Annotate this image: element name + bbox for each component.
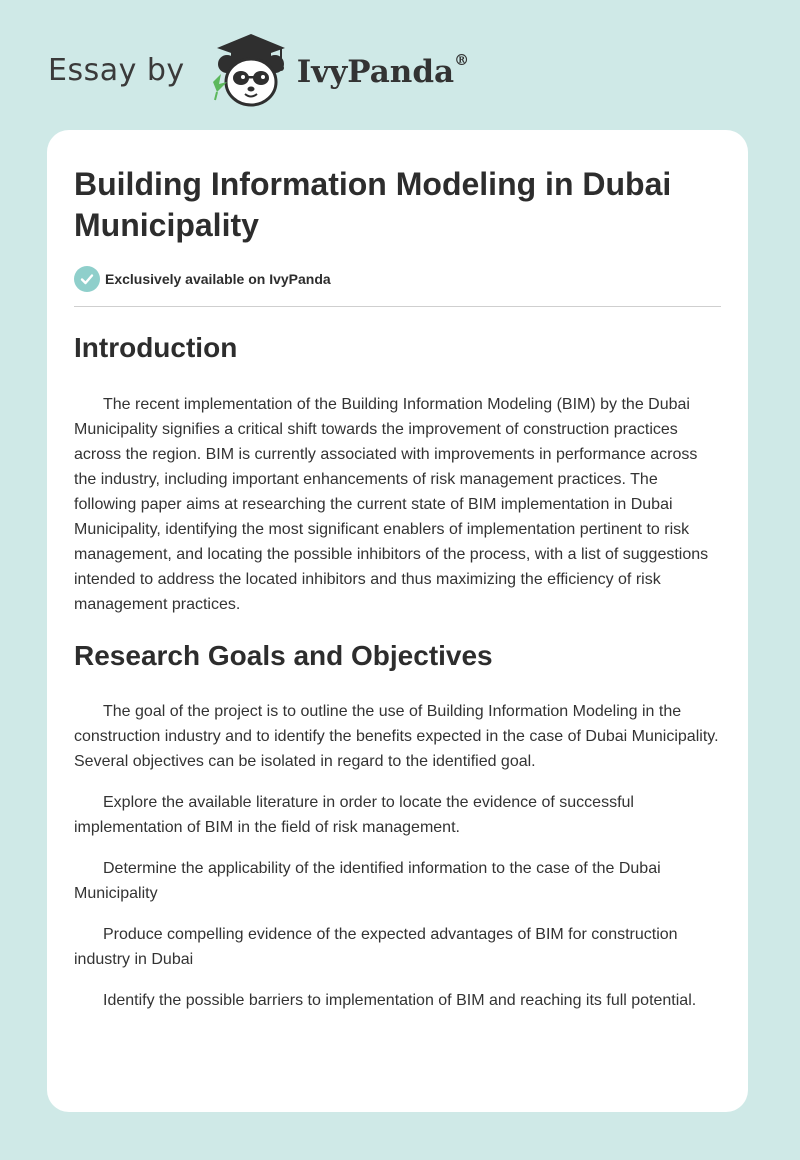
paragraph-objective: Determine the applicability of the identified information to the case of the Dubai Municipality bbox=[74, 860, 661, 902]
panda-graduate-icon[interactable] bbox=[201, 30, 293, 110]
essay-card bbox=[47, 130, 748, 1112]
paragraph-objective: Identify the possible barriers to implementation of BIM and reaching its full potential. bbox=[103, 992, 697, 1009]
exclusive-badge bbox=[74, 264, 721, 294]
section-heading-goals: Research Goals and Objectives bbox=[74, 640, 493, 671]
section-heading-introduction: Introduction bbox=[74, 332, 238, 363]
divider bbox=[74, 306, 721, 307]
paragraph-introduction: The recent implementation of the Building Information Modeling (BIM) by the Dubai Municipality signifies a critical shift towards the improvement of construction practices across the region. BIM is currently associated with improvements in performance across the industry, including important enhancements of risk management practices. The following paper aims at researching the current state of BIM implementation in Dubai Municipality, identifying the most significant enablers of implementation pertinent to risk management, and locating the possible inhibitors of the process, with a list of suggestions intended to address the located inhibitors and thus maximizing the efficiency of risk management practices. bbox=[74, 396, 709, 613]
page-title: Building Information Modeling in Dubai Municipality bbox=[74, 166, 672, 243]
paragraph-objective: Produce compelling evidence of the expected advantages of BIM for construction industry in Dubai bbox=[74, 926, 678, 968]
exclusive-label: Exclusively available on IvyPanda bbox=[105, 271, 331, 287]
paragraph-objective: Explore the available literature in order to locate the evidence of successful implementation of BIM in the field of risk management. bbox=[74, 794, 634, 836]
essay-by-label: Essay by bbox=[48, 52, 185, 88]
brand-name[interactable]: IvyPanda® bbox=[296, 50, 470, 90]
site-header bbox=[48, 30, 508, 110]
paragraph-goal: The goal of the project is to outline the use of Building Information Modeling in the construction industry and to identify the benefits expected in the case of Dubai Municipality. Several objectives can be isolated in regard to the identified goal. bbox=[74, 703, 719, 770]
check-circle-icon bbox=[74, 266, 100, 292]
